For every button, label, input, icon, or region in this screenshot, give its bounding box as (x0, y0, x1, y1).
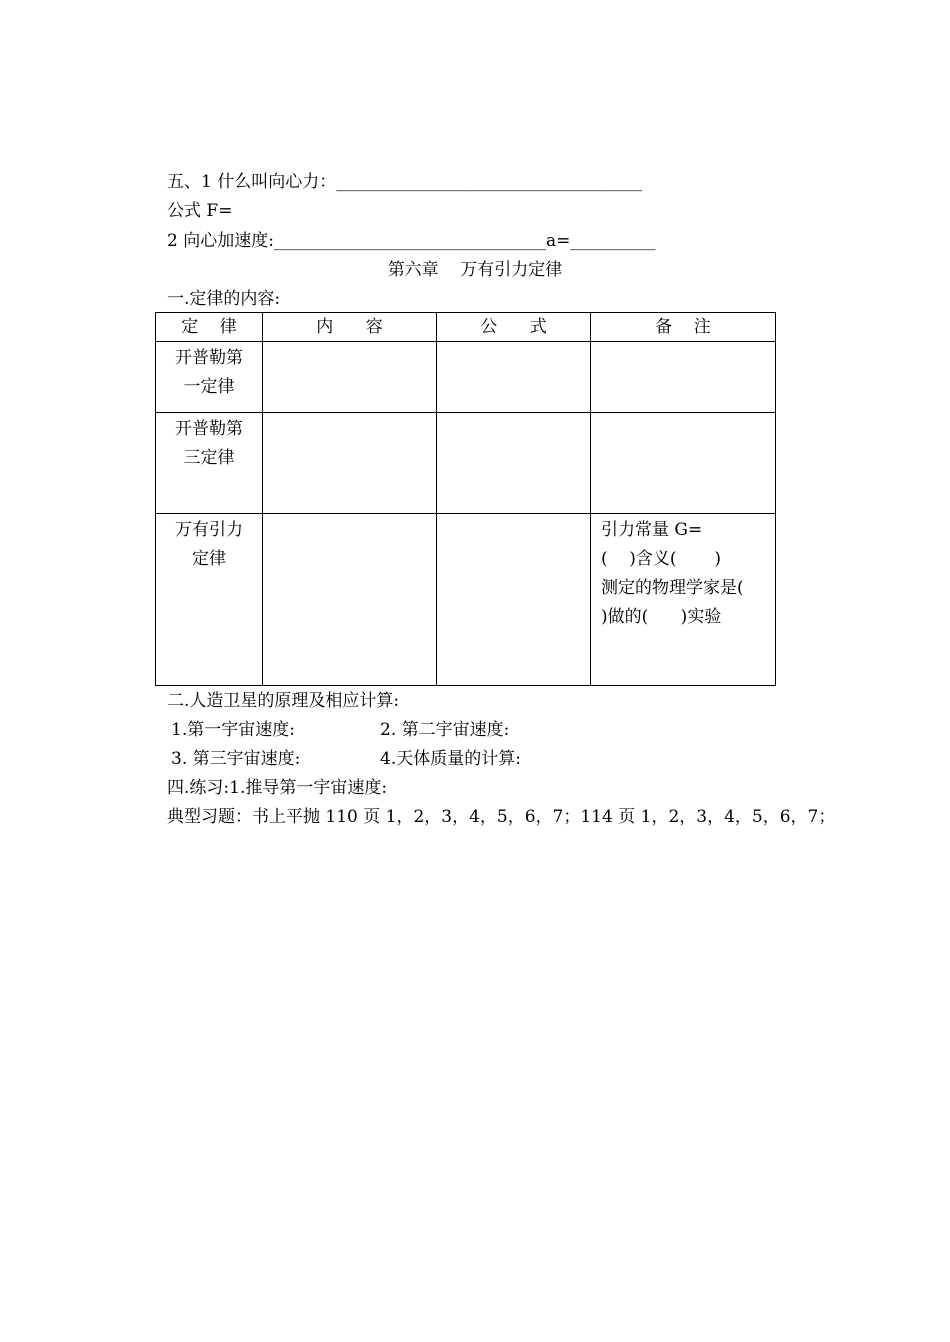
formula-cell (437, 413, 591, 514)
law-name-cell: 开普勒第 一定律 (156, 342, 263, 413)
formula-cell (437, 342, 591, 413)
meaning-note: ( )含义( ) (601, 549, 721, 569)
experiment-note: )做的( )实验 (601, 607, 722, 627)
header-remarks: 备 注 (591, 313, 776, 342)
table-row (156, 514, 776, 686)
satellite-heading: 二.人造卫星的原理及相应计算: (167, 691, 400, 711)
second-cosmic-velocity: 2. 第二宇宙速度: (380, 720, 510, 740)
content-cell (263, 413, 437, 514)
first-cosmic-velocity: 1.第一宇宙速度: (171, 720, 295, 740)
table-row (156, 342, 776, 413)
formula-cell (437, 514, 591, 686)
header-formula: 公 式 (437, 313, 591, 342)
content-cell (263, 342, 437, 413)
centripetal-force-question: 五、1 什么叫向心力：____________________________________ (167, 172, 643, 192)
remarks-cell (591, 342, 776, 413)
gravitational-constant-note: 引力常量 G= (601, 520, 703, 540)
exercise-heading: 四.练习:1.推导第一宇宙速度: (167, 778, 388, 798)
physicist-note: 测定的物理学家是( (601, 578, 744, 598)
header-content: 内 容 (263, 313, 437, 342)
law-name-cell: 万有引力 定律 (156, 514, 263, 686)
law-name-cell: 开普勒第 三定律 (156, 413, 263, 514)
laws-table (155, 312, 776, 686)
remarks-cell (591, 413, 776, 514)
content-cell (263, 514, 437, 686)
force-formula-line: 公式 F= (167, 201, 233, 221)
remarks-cell (591, 514, 776, 686)
celestial-mass-calculation: 4.天体质量的计算: (380, 749, 521, 769)
table-row (156, 413, 776, 514)
third-cosmic-velocity: 3. 第三宇宙速度: (171, 749, 301, 769)
laws-heading: 一.定律的内容: (167, 289, 281, 309)
centripetal-acceleration-line: 2 向心加速度:________________________________a=__________ (167, 231, 656, 251)
table-header-row (156, 313, 776, 342)
typical-exercises: 典型习题：书上平抛 110 页 1，2，3，4，5，6，7；114 页 1，2，3，4，5，6，7； (167, 807, 836, 827)
chapter-title: 第六章 万有引力定律 (387, 260, 563, 280)
header-law: 定 律 (156, 313, 263, 342)
